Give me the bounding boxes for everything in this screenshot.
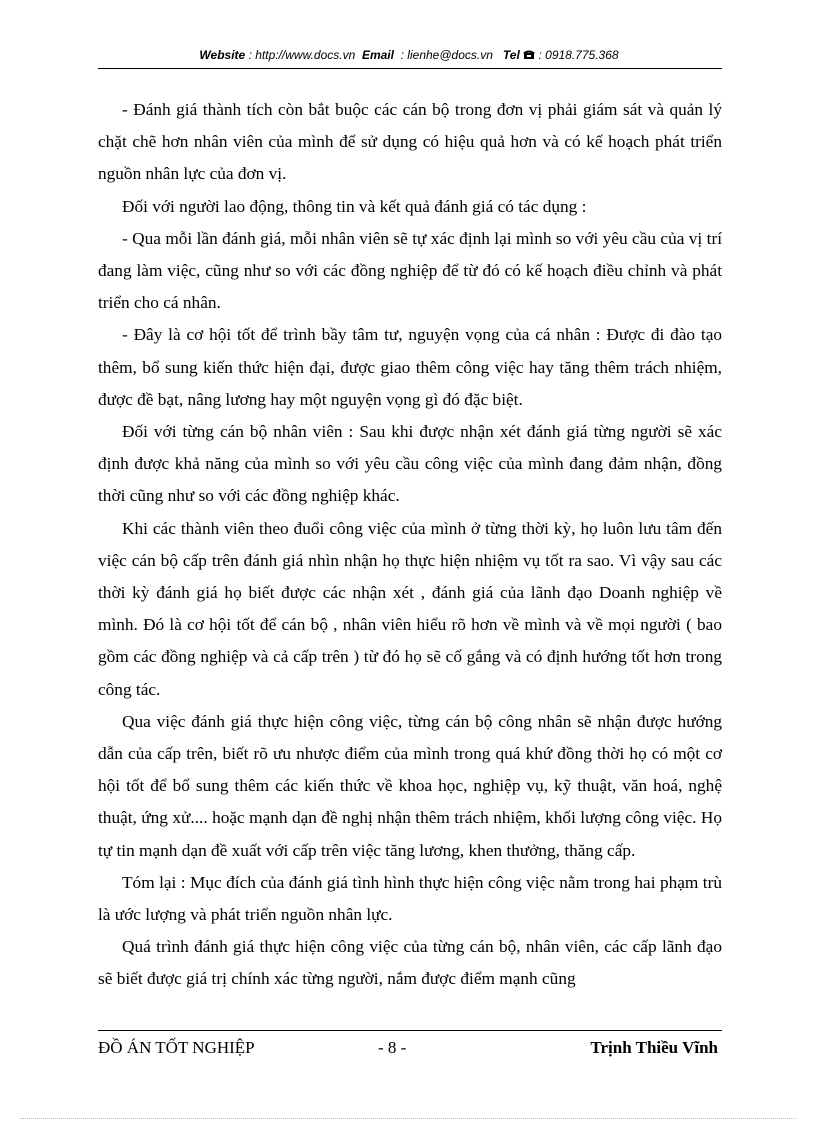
footer-author: Trịnh Thiều Vĩnh xyxy=(590,1038,718,1057)
document-body xyxy=(98,94,722,996)
page-number: - 8 - xyxy=(378,1038,407,1057)
paragraph: Đối với người lao động, thông tin và kết quả đánh giá có tác dụng : xyxy=(122,196,587,216)
paragraph: Khi các thành viên theo đuổi công việc của mình ở từng thời kỳ, họ luôn lưu tâm đến việc cán bộ cấp trên đánh giá nhìn nhận họ thực hiện nhiệm vụ tốt ra sao. Vì vậy sau các thời kỳ đánh giá họ biết được các nhận xét , đánh giá của lãnh đạo Doanh nghiệp về mình. Đó là cơ hội tốt để cán bộ , nhân viên hiểu rõ hơn về mình và về mọi người ( bao gồm các đồng nghiệp và cả cấp trên ) từ đó họ sẽ cố gắng và có định hướng tốt hơn trong công tác. xyxy=(98,518,722,699)
paragraph: Tóm lại : Mục đích của đánh giá tình hình thực hiện công việc nằm trong hai phạm trù là ước lượng và phát triển nguồn nhân lực. xyxy=(98,872,722,925)
page-footer xyxy=(98,1038,722,1062)
footer-divider xyxy=(98,1030,722,1031)
paragraph: Qua việc đánh giá thực hiện công việc, từng cán bộ công nhân sẽ nhận được hướng dẫn của cấp trên, biết rõ ưu nhược điểm của mình trong quá khứ đồng thời họ có một cơ hội tốt để bổ sung thêm các kiến thức về khoa học, nghiệp vụ, kỹ thuật, văn hoá, nghệ thuật, ứng xử.... hoặc mạnh dạn đề nghị nhận thêm trách nhiệm, khối lượng công việc. Họ tự tin mạnh dạn đề xuất với cấp trên việc tăng lương, khen thưởng, thăng cấp. xyxy=(98,711,722,860)
header-divider xyxy=(98,68,722,69)
website-label: Website xyxy=(199,48,246,62)
page-header xyxy=(98,48,720,62)
paragraph: - Đánh giá thành tích còn bắt buộc các cán bộ trong đơn vị phải giám sát và quản lý chặt chẽ hơn nhân viên của mình để sử dụng có hiệu quả hơn và có kế hoạch phát triển nguồn nhân lực của đơn vị. xyxy=(98,100,722,184)
tel-label: Tel xyxy=(502,48,520,62)
paragraph: Đối với từng cán bộ nhân viên : Sau khi được nhận xét đánh giá từng người sẽ xác định được khả năng của mình so với yêu cầu công việc của mình đang đảm nhận, đồng thời cũng như so với các đồng nghiệp khác. xyxy=(98,422,722,506)
footer-title: ĐỒ ÁN TỐT NGHIỆP xyxy=(98,1038,255,1057)
paragraph: - Đây là cơ hội tốt để trình bầy tâm tư, nguyện vọng của cá nhân : Được đi đào tạo thêm, bổ sung kiến thức hiện đại, được giao thêm công việc hay tăng thêm trách nhiệm, được đề bạt, nâng lương hay một nguyện vọng gì đó đặc biệt. xyxy=(98,325,722,409)
paragraph: - Qua mỗi lần đánh giá, mỗi nhân viên sẽ tự xác định lại mình so với yêu cầu của vị trí đang làm việc, cũng như so với các đồng nghiệp để từ đó có kế hoạch điều chỉnh và phát triển cho cá nhân. xyxy=(98,228,722,313)
email-value: : lienhe@docs.vn xyxy=(400,48,493,62)
website-value: : http://www.docs.vn xyxy=(248,48,356,62)
email-label: Email xyxy=(361,48,394,62)
tel-value: : 0918.775.368 xyxy=(538,48,619,62)
paragraph: Quá trình đánh giá thực hiện công việc của từng cán bộ, nhân viên, các cấp lãnh đạo sẽ biết được giá trị chính xác từng người, nắm được điểm mạnh cũng xyxy=(98,937,722,989)
page-edge xyxy=(20,1118,796,1119)
phone-icon xyxy=(523,49,535,60)
